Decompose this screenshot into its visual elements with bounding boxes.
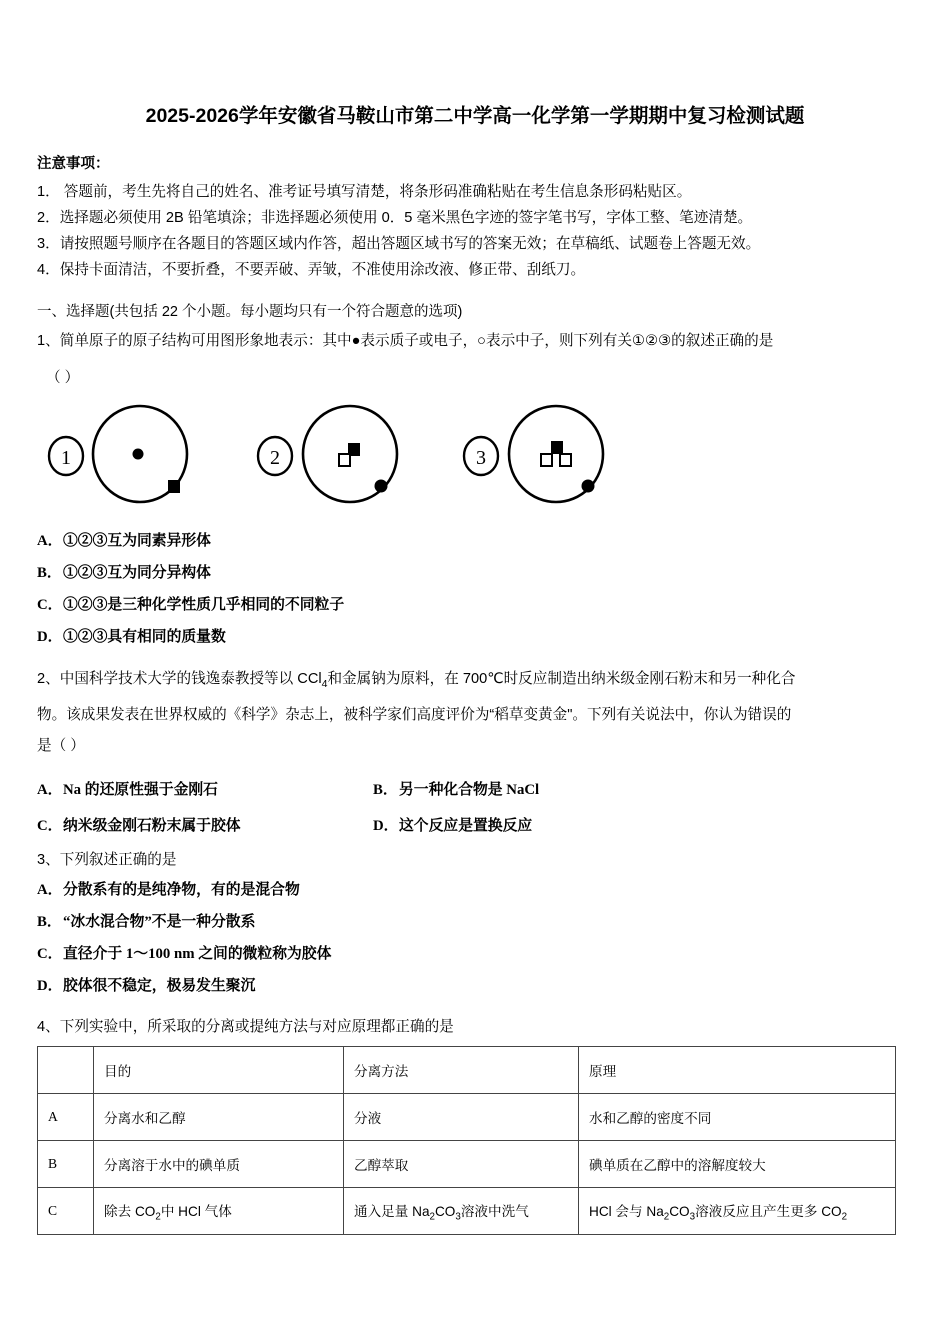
table-header-purpose: 目的 bbox=[94, 1047, 344, 1094]
table-cell-principle-b: 碘单质在乙醇中的溶解度较大 bbox=[579, 1141, 896, 1188]
option-label: A． bbox=[37, 533, 63, 549]
option-text: ①②③具有相同的质量数 bbox=[63, 629, 226, 645]
question-2-line-2: 物。该成果发表在世界权威的《科学》杂志上，被科学家们高度评价为“稻草变黄金"。下列有关说法中，你认为错误的 bbox=[37, 706, 792, 723]
question-2-option-c[interactable] bbox=[37, 808, 373, 844]
option-text: 纳米级金刚石粉末属于胶体 bbox=[63, 818, 241, 834]
question-1-number: 1、 bbox=[37, 333, 60, 349]
atom-1-group bbox=[49, 406, 187, 502]
table-header-principle: 原理 bbox=[579, 1047, 896, 1094]
question-1-option-a[interactable] bbox=[37, 525, 637, 557]
question-2-options bbox=[37, 772, 737, 844]
question-2-line-3: 是（ ） bbox=[37, 737, 85, 754]
question-2-option-row-1 bbox=[37, 772, 737, 808]
table-row bbox=[38, 1094, 896, 1141]
option-text: Na 的还原性强于金刚石 bbox=[63, 782, 218, 798]
table-header-method: 分离方法 bbox=[344, 1047, 579, 1094]
table-row-key-a: A bbox=[38, 1094, 94, 1141]
notice-heading: 注意事项： bbox=[37, 156, 110, 172]
option-text: 另一种化合物是 NaCl bbox=[399, 782, 540, 798]
table-cell-method-b: 乙醇萃取 bbox=[344, 1141, 579, 1188]
table-row-key-c: C bbox=[38, 1188, 94, 1235]
table-row bbox=[38, 1188, 896, 1235]
question-1-option-d[interactable] bbox=[37, 621, 637, 653]
table-cell-principle-a: 水和乙醇的密度不同 bbox=[579, 1094, 896, 1141]
question-4-stem bbox=[37, 1012, 454, 1043]
option-label: A． bbox=[37, 782, 63, 798]
section-heading: 一、选择题(共包括 22 个小题。每小题均只有一个符合题意的选项) bbox=[37, 304, 463, 320]
option-text: ①②③是三种化学性质几乎相同的不同粒子 bbox=[63, 597, 345, 613]
option-label: A． bbox=[37, 882, 63, 898]
question-2-option-row-2 bbox=[37, 808, 737, 844]
question-3-options bbox=[37, 874, 637, 1002]
table-cell-purpose-a: 分离水和乙醇 bbox=[94, 1094, 344, 1141]
option-text: 分散系有的是纯净物，有的是混合物 bbox=[63, 882, 300, 898]
option-label: D． bbox=[373, 818, 399, 834]
option-label: D． bbox=[37, 978, 63, 994]
atom-structure-diagram bbox=[40, 398, 640, 518]
notice-line-3: 3．请按照题号顺序在各题目的答题区域内作答，超出答题区域书写的答案无效；在草稿纸、试题卷上答题无效。 bbox=[37, 236, 761, 252]
option-label: B． bbox=[373, 782, 398, 798]
question-1-text: 简单原子的原子结构可用图形象地表示：其中●表示质子或电子，○表示中子，则下列有关①②③的叙述正确的是 bbox=[59, 333, 774, 349]
table-cell-purpose-b: 分离溶于水中的碘单质 bbox=[94, 1141, 344, 1188]
question-2-option-a[interactable] bbox=[37, 772, 373, 808]
option-text: 胶体很不稳定，极易发生聚沉 bbox=[63, 978, 256, 994]
notice-line-4: 4．保持卡面清洁，不要折叠，不要弄破、弄皱，不准使用涂改液、修正带、刮纸刀。 bbox=[37, 262, 586, 278]
question-2-stem bbox=[37, 664, 930, 762]
option-label: B． bbox=[37, 914, 62, 930]
svg-text:1: 1 bbox=[61, 447, 71, 469]
question-2-option-d[interactable] bbox=[373, 808, 532, 844]
separation-methods-table bbox=[37, 1046, 896, 1235]
question-4-text: 下列实验中，所采取的分离或提纯方法与对应原理都正确的是 bbox=[59, 1019, 454, 1035]
table-row-key-b: B bbox=[38, 1141, 94, 1188]
option-label: C． bbox=[37, 597, 63, 613]
question-3-stem bbox=[37, 845, 176, 876]
atom-2-group bbox=[258, 406, 397, 502]
table-cell-method-c: 通入足量 $Na_2CO_3$溶液中洗气 bbox=[344, 1188, 579, 1235]
option-label: C． bbox=[37, 946, 63, 962]
notice-line-1: 1． 答题前，考生先将自己的姓名、准考证号填写清楚，将条形码准确粘贴在考生信息条形码粘贴区。 bbox=[37, 184, 692, 200]
page-title: 2025-2026学年安徽省马鞍山市第二中学高一化学第一学期期中复习检测试题 bbox=[145, 105, 805, 127]
atom-diagram-svg bbox=[40, 398, 640, 518]
svg-text:3: 3 bbox=[476, 447, 486, 469]
notice-block bbox=[37, 152, 917, 283]
question-2-text-1: 中国科学技术大学的钱逸泰教授等以 CCl$_4$和金属钠为原料，在 700℃时反应制造出纳米级金刚石粉末和另一种化合 bbox=[59, 671, 796, 690]
question-2-option-b[interactable] bbox=[373, 772, 539, 808]
question-3-number: 3、 bbox=[37, 852, 60, 868]
option-text: 这个反应是置换反应 bbox=[399, 818, 533, 834]
table-cell-purpose-c: 除去 $CO_2$中 HCl 气体 bbox=[94, 1188, 344, 1235]
option-text: “冰水混合物”不是一种分散系 bbox=[63, 914, 256, 930]
table-header-key bbox=[38, 1047, 94, 1094]
question-1-answer-paren: （ ） bbox=[46, 370, 80, 386]
question-3-option-c[interactable] bbox=[37, 938, 637, 970]
table-cell-principle-c: HCl 会与 $Na_2CO_3$溶液反应且产生更多 $CO_2$ bbox=[579, 1188, 896, 1235]
separation-methods-table-wrapper bbox=[37, 1046, 895, 1235]
question-1-option-b[interactable] bbox=[37, 557, 637, 589]
question-1-stem bbox=[37, 326, 927, 357]
question-1-options bbox=[37, 525, 637, 653]
option-label: B． bbox=[37, 565, 62, 581]
question-3-option-a[interactable] bbox=[37, 874, 637, 906]
notice-line-2: 2．选择题必须使用 2B 铅笔填涂；非选择题必须使用 0．5 毫米黑色字迹的签字笔书写，字体工整、笔迹清楚。 bbox=[37, 210, 753, 226]
option-label: D． bbox=[37, 629, 63, 645]
option-text: ①②③互为同素异形体 bbox=[63, 533, 211, 549]
question-2-line-1 bbox=[37, 664, 930, 700]
table-row bbox=[38, 1141, 896, 1188]
question-3-option-b[interactable] bbox=[37, 906, 637, 938]
svg-text:2: 2 bbox=[270, 447, 280, 469]
atom-3-group bbox=[464, 406, 603, 502]
question-3-text: 下列叙述正确的是 bbox=[59, 852, 177, 868]
option-text: 直径介于 1～100 nm 之间的微粒称为胶体 bbox=[63, 946, 332, 962]
table-cell-method-a: 分液 bbox=[344, 1094, 579, 1141]
option-text: ①②③互为同分异构体 bbox=[63, 565, 211, 581]
table-header-row bbox=[38, 1047, 896, 1094]
question-2-number: 2、 bbox=[37, 671, 60, 687]
option-label: C． bbox=[37, 818, 63, 834]
question-4-number: 4、 bbox=[37, 1019, 60, 1035]
question-1-option-c[interactable] bbox=[37, 589, 637, 621]
question-3-option-d[interactable] bbox=[37, 970, 637, 1002]
